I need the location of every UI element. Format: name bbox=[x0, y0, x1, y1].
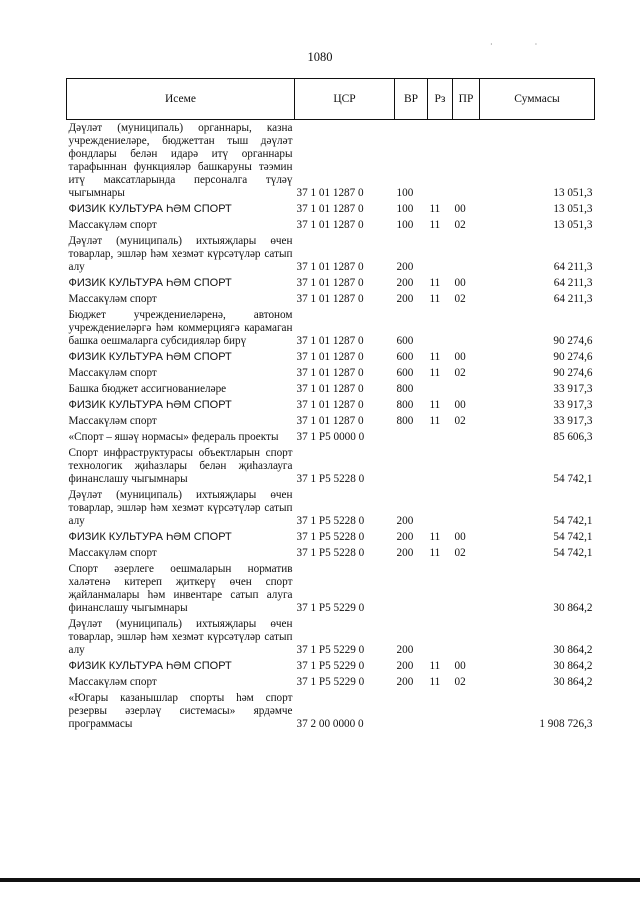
row-pr: 00 bbox=[454, 398, 466, 411]
header-vr: ВР bbox=[395, 79, 428, 120]
row-name: Массакүләм спорт bbox=[68, 546, 157, 559]
row-rz: 11 bbox=[429, 202, 441, 215]
row-rz bbox=[428, 120, 453, 202]
table-row bbox=[67, 307, 595, 349]
row-rz bbox=[428, 616, 453, 658]
row-sum: 1 908 726,3 bbox=[539, 717, 593, 730]
row-csr: 37 1 01 1287 0 bbox=[296, 186, 364, 199]
row-csr: 37 1 01 1287 0 bbox=[296, 366, 364, 379]
row-name: «Спорт – яшәү нормасы» федераль проекты bbox=[68, 430, 279, 443]
row-name: Дәүләт (муниципаль) ихтыяҗлары өчен товарлар, эшләр һәм хезмәт күрсәтүләр сатып алу bbox=[68, 234, 293, 273]
row-rz: 11 bbox=[429, 530, 441, 543]
row-pr bbox=[453, 429, 480, 445]
row-vr: 800 bbox=[396, 382, 414, 395]
row-sum: 30 864,2 bbox=[553, 659, 593, 672]
row-pr bbox=[453, 561, 480, 616]
row-name: Массакүләм спорт bbox=[68, 218, 157, 231]
row-sum: 33 917,3 bbox=[553, 414, 593, 427]
header-rz: Рз bbox=[428, 79, 453, 120]
row-name: ФИЗИК КУЛЬТУРА ҺӘМ СПОРТ bbox=[68, 659, 232, 672]
row-rz bbox=[428, 561, 453, 616]
row-name: Дәүләт (муниципаль) органнары, казна учреждениеләре, бюджеттан тыш дәүләт фондлары белән идарә итү органнары тарафыннан функцияләр башкаруны тәэмин итү максатларында персоналга түләү чыгымнары bbox=[68, 121, 293, 199]
row-csr: 37 1 01 1287 0 bbox=[296, 202, 364, 215]
row-vr: 200 bbox=[396, 530, 414, 543]
row-name: ФИЗИК КУЛЬТУРА ҺӘМ СПОРТ bbox=[68, 276, 232, 289]
row-csr: 37 1 01 1287 0 bbox=[296, 292, 364, 305]
row-pr: 00 bbox=[454, 530, 466, 543]
row-rz bbox=[428, 487, 453, 529]
table-header-row bbox=[67, 79, 595, 120]
row-csr: 37 1 01 1287 0 bbox=[296, 350, 364, 363]
row-sum: 13 051,3 bbox=[553, 218, 593, 231]
row-name: ФИЗИК КУЛЬТУРА ҺӘМ СПОРТ bbox=[68, 530, 232, 543]
row-csr: 37 1 01 1287 0 bbox=[296, 414, 364, 427]
row-rz: 11 bbox=[429, 218, 441, 231]
row-pr bbox=[453, 307, 480, 349]
row-name: Бюджет учреждениеләренә, автоном учреждениеләргә һәм коммерциягә карамаган башка оешмаларга субсидияләр бирү bbox=[68, 308, 293, 347]
table-row bbox=[67, 674, 595, 690]
row-sum: 64 211,3 bbox=[553, 292, 593, 305]
row-sum: 90 274,6 bbox=[553, 350, 593, 363]
row-csr: 37 1 P5 5229 0 bbox=[296, 659, 365, 672]
row-pr bbox=[453, 616, 480, 658]
page-number: 1080 bbox=[307, 50, 333, 64]
row-sum: 33 917,3 bbox=[553, 398, 593, 411]
row-vr: 800 bbox=[396, 398, 414, 411]
header-sum: Суммасы bbox=[480, 79, 595, 120]
row-vr: 200 bbox=[396, 643, 414, 656]
row-vr: 600 bbox=[396, 334, 414, 347]
row-name: Массакүләм спорт bbox=[68, 366, 157, 379]
row-csr: 37 1 01 1287 0 bbox=[296, 260, 364, 273]
row-rz bbox=[428, 690, 453, 732]
row-name: ФИЗИК КУЛЬТУРА ҺӘМ СПОРТ bbox=[68, 350, 232, 363]
row-pr bbox=[453, 487, 480, 529]
row-csr: 37 1 01 1287 0 bbox=[296, 218, 364, 231]
table-row bbox=[67, 616, 595, 658]
row-pr: 02 bbox=[454, 675, 466, 688]
table-row bbox=[67, 381, 595, 397]
row-csr: 37 1 P5 5228 0 bbox=[296, 514, 365, 527]
row-rz: 11 bbox=[429, 350, 441, 363]
row-name: ФИЗИК КУЛЬТУРА ҺӘМ СПОРТ bbox=[68, 202, 232, 215]
row-csr: 37 1 P5 5228 0 bbox=[296, 472, 365, 485]
table-row bbox=[67, 349, 595, 365]
row-rz: 11 bbox=[429, 659, 441, 672]
row-pr: 00 bbox=[454, 276, 466, 289]
row-vr: 100 bbox=[396, 186, 414, 199]
header-pr: ПР bbox=[453, 79, 480, 120]
row-sum: 13 051,3 bbox=[553, 202, 593, 215]
row-pr: 02 bbox=[454, 292, 466, 305]
row-csr: 37 1 01 1287 0 bbox=[296, 382, 364, 395]
row-pr bbox=[453, 120, 480, 202]
table-row bbox=[67, 429, 595, 445]
table-row bbox=[67, 690, 595, 732]
row-rz bbox=[428, 307, 453, 349]
row-rz bbox=[428, 429, 453, 445]
header-name: Исеме bbox=[67, 79, 295, 120]
row-name: Дәүләт (муниципаль) ихтыяҗлары өчен товарлар, эшләр һәм хезмәт күрсәтүләр сатып алу bbox=[68, 617, 293, 656]
row-rz bbox=[428, 445, 453, 487]
row-vr bbox=[395, 561, 428, 616]
row-csr: 37 1 P5 5229 0 bbox=[296, 643, 365, 656]
table-row bbox=[67, 233, 595, 275]
row-sum: 13 051,3 bbox=[553, 186, 593, 199]
row-name: Спорт инфраструктурасы объектларын спорт технологик җиһазлары белән җиһазлауга финанслашу чыгымнары bbox=[68, 446, 293, 485]
row-vr: 600 bbox=[396, 366, 414, 379]
table-row bbox=[67, 561, 595, 616]
row-vr: 100 bbox=[396, 202, 414, 215]
row-vr: 200 bbox=[396, 260, 414, 273]
row-pr: 00 bbox=[454, 659, 466, 672]
row-vr bbox=[395, 690, 428, 732]
table-row bbox=[67, 120, 595, 202]
row-sum: 90 274,6 bbox=[553, 334, 593, 347]
row-pr: 02 bbox=[454, 546, 466, 559]
row-vr: 600 bbox=[396, 350, 414, 363]
row-name: Массакүләм спорт bbox=[68, 292, 157, 305]
row-vr: 200 bbox=[396, 675, 414, 688]
row-pr bbox=[453, 690, 480, 732]
row-rz: 11 bbox=[429, 276, 441, 289]
row-vr: 200 bbox=[396, 659, 414, 672]
row-vr: 800 bbox=[396, 414, 414, 427]
row-rz: 11 bbox=[429, 292, 441, 305]
row-csr: 37 1 P5 5228 0 bbox=[296, 546, 365, 559]
row-csr: 37 1 01 1287 0 bbox=[296, 334, 364, 347]
table-row bbox=[67, 529, 595, 545]
row-pr: 00 bbox=[454, 202, 466, 215]
row-csr: 37 1 P5 5228 0 bbox=[296, 530, 365, 543]
row-sum: 54 742,1 bbox=[553, 530, 593, 543]
row-csr: 37 1 P5 5229 0 bbox=[296, 675, 365, 688]
row-rz: 11 bbox=[429, 675, 441, 688]
row-sum: 30 864,2 bbox=[553, 643, 593, 656]
row-name: Спорт әзерлеге оешмаларын норматив халәтенә китереп җиткерү өчен спорт җайланмалары һәм инвентаре сатып алуга финанслашу чыгымнары bbox=[68, 562, 293, 614]
row-csr: 37 2 00 0000 0 bbox=[296, 717, 364, 730]
row-csr: 37 1 P5 5229 0 bbox=[296, 601, 365, 614]
row-rz: 11 bbox=[429, 366, 441, 379]
row-vr bbox=[395, 445, 428, 487]
row-sum: 54 742,1 bbox=[553, 546, 593, 559]
header-csr: ЦСР bbox=[295, 79, 395, 120]
table-row bbox=[67, 397, 595, 413]
row-vr: 200 bbox=[396, 514, 414, 527]
row-vr: 200 bbox=[396, 276, 414, 289]
table-row bbox=[67, 445, 595, 487]
row-name: «Югары казанышлар спорты һәм спорт резервы әзерләү системасы» ярдәмче программасы bbox=[68, 691, 293, 730]
row-vr bbox=[395, 429, 428, 445]
row-sum: 64 211,3 bbox=[553, 260, 593, 273]
row-rz: 11 bbox=[429, 546, 441, 559]
row-pr: 02 bbox=[454, 366, 466, 379]
budget-table bbox=[66, 78, 595, 732]
row-pr bbox=[453, 381, 480, 397]
row-sum: 54 742,1 bbox=[553, 472, 593, 485]
table-body bbox=[67, 120, 595, 733]
table-row bbox=[67, 217, 595, 233]
scan-specks: · · bbox=[490, 40, 558, 49]
table-row bbox=[67, 545, 595, 561]
row-rz: 11 bbox=[429, 398, 441, 411]
row-sum: 54 742,1 bbox=[553, 514, 593, 527]
table-row bbox=[67, 291, 595, 307]
table-row bbox=[67, 201, 595, 217]
row-sum: 90 274,6 bbox=[553, 366, 593, 379]
table-row bbox=[67, 413, 595, 429]
row-csr: 37 1 P5 0000 0 bbox=[296, 430, 365, 443]
table-row bbox=[67, 365, 595, 381]
row-rz bbox=[428, 381, 453, 397]
row-pr: 00 bbox=[454, 350, 466, 363]
row-csr: 37 1 01 1287 0 bbox=[296, 398, 364, 411]
row-sum: 30 864,2 bbox=[553, 601, 593, 614]
row-vr: 200 bbox=[396, 546, 414, 559]
row-rz bbox=[428, 233, 453, 275]
row-pr bbox=[453, 445, 480, 487]
row-name: ФИЗИК КУЛЬТУРА ҺӘМ СПОРТ bbox=[68, 398, 232, 411]
row-sum: 33 917,3 bbox=[553, 382, 593, 395]
table-row bbox=[67, 275, 595, 291]
table-row bbox=[67, 658, 595, 674]
row-rz: 11 bbox=[429, 414, 441, 427]
row-csr: 37 1 01 1287 0 bbox=[296, 276, 364, 289]
row-vr: 100 bbox=[396, 218, 414, 231]
table-row bbox=[67, 487, 595, 529]
row-name: Массакүләм спорт bbox=[68, 414, 157, 427]
row-pr bbox=[453, 233, 480, 275]
row-sum: 64 211,3 bbox=[553, 276, 593, 289]
row-name: Башка бюджет ассигнованиеләре bbox=[68, 382, 227, 395]
row-name: Дәүләт (муниципаль) ихтыяҗлары өчен товарлар, эшләр һәм хезмәт күрсәтүләр сатып алу bbox=[68, 488, 293, 527]
scan-edge-bar bbox=[0, 878, 640, 882]
row-vr: 200 bbox=[396, 292, 414, 305]
row-sum: 30 864,2 bbox=[553, 675, 593, 688]
row-pr: 02 bbox=[454, 218, 466, 231]
row-pr: 02 bbox=[454, 414, 466, 427]
row-name: Массакүләм спорт bbox=[68, 675, 157, 688]
row-sum: 85 606,3 bbox=[553, 430, 593, 443]
